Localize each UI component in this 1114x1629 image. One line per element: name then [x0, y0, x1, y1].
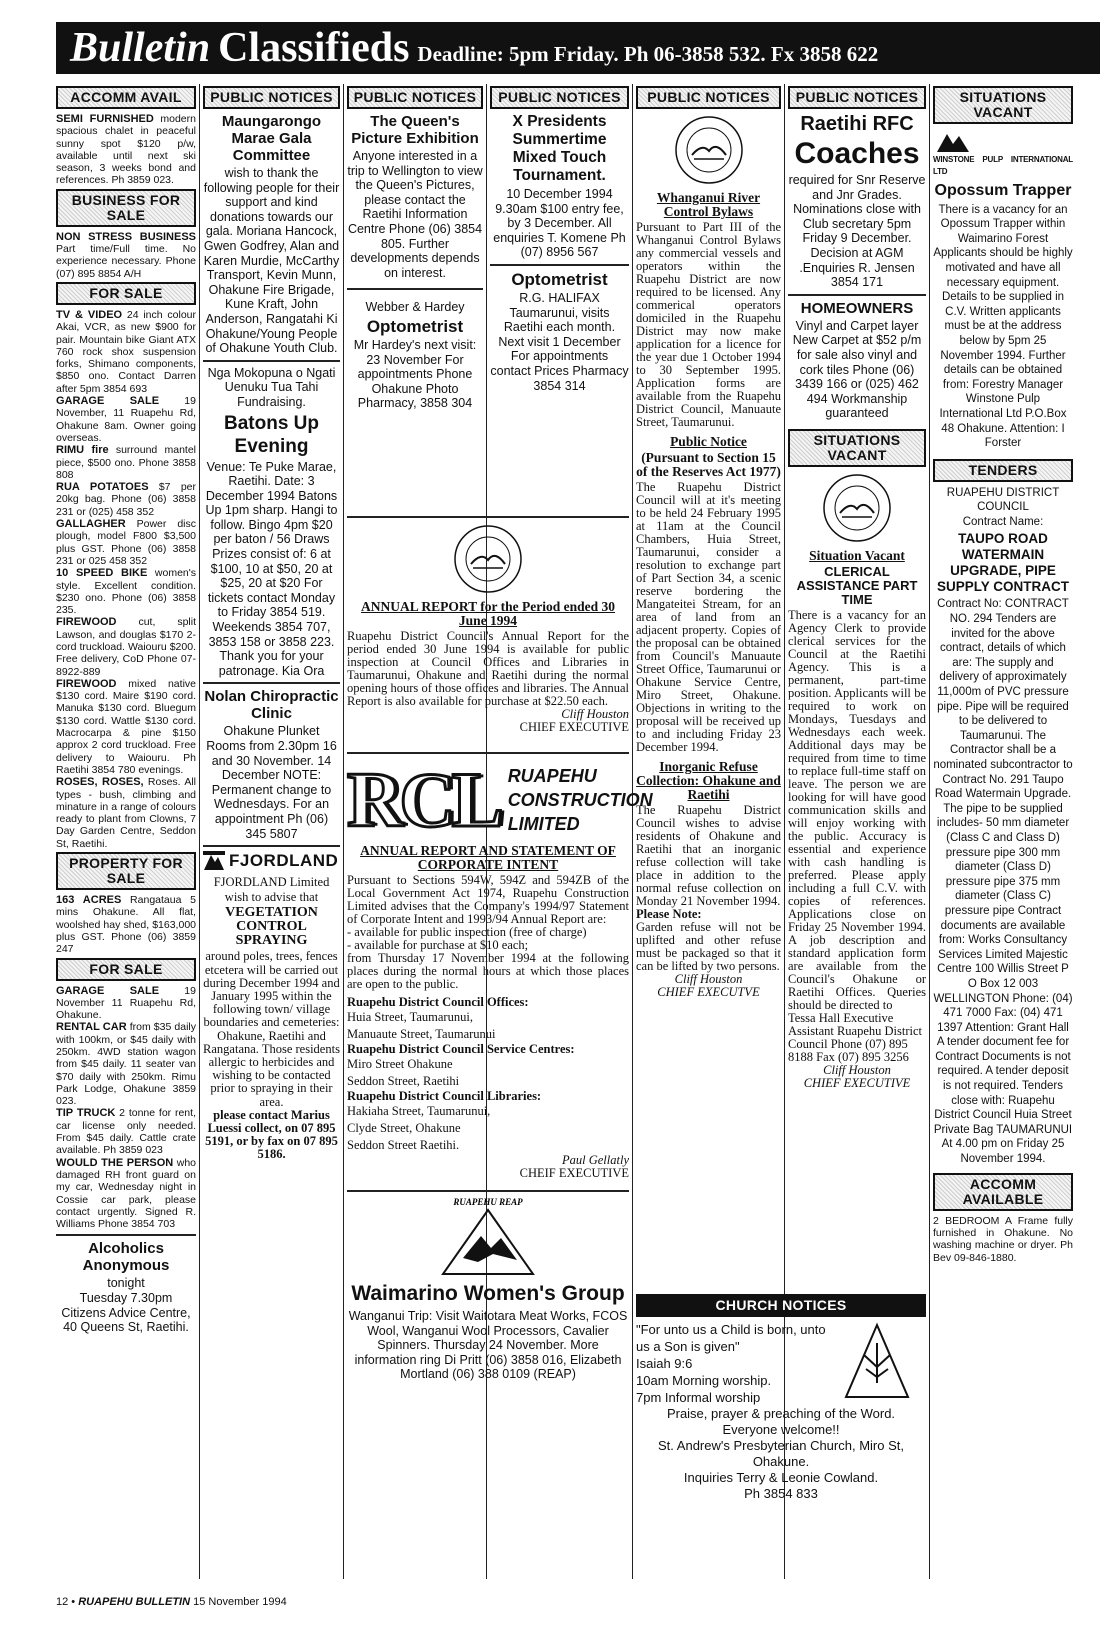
classified-ad [56, 309, 196, 395]
ad-lead: TV & VIDEO [56, 308, 123, 321]
column-3 [347, 84, 483, 504]
ad-lead: GARAGE SALE [56, 984, 160, 997]
divider [347, 288, 483, 290]
ad-text: Part time/Full time. No experience necessary. Phone (07) 895 8854 A/H [56, 243, 196, 280]
section-header-accomm: ACCOMM AVAIL [56, 86, 196, 109]
for-sale-list-2 [56, 985, 196, 1231]
libraries-heading: Ruapehu District Council Libraries: [347, 1089, 542, 1103]
ad-text: 24 inch colour Akai, VCR, as new $900 for pair. Mountain bike Giant ATX 760 rock shox suspension forks, Shimano components, $850 ono. Contact Darren after 5pm 3854 693 [56, 308, 197, 395]
issue-date: 15 November 1994 [193, 1596, 287, 1608]
tender-council: RUAPEHU DISTRICT COUNCIL [946, 486, 1060, 514]
ad-lead: FIREWOOD [56, 616, 117, 629]
optometrist-2-text: R.G. HALIFAX Taumarunui, visits Raetihi each month. Next visit 1 December For appointments contact Prices Pharmacy 3854 314 [490, 290, 629, 393]
church-line: St. Andrew's Presbyterian Church, Miro St, Ohakune. [658, 1438, 904, 1469]
church-ref: Isaiah 9:6 [636, 1356, 693, 1371]
public-notice-text: The Ruapehu District Council will at it's meeting to be held 24 February 1995 at 11am at the Council Chambers, Huia Street, Taumarunui, consider a resolution to exchange part of Part Section 34, a scenic reserve bordering the Mangateitei Stream, for an area of land from an adjacent property. Copies of the proposal can be obtained from Council's Manuaute Street Office, Taumarunui or Ohakune Service Centre, Miro Street, Ohakune. Objections in writing to the proposal will be received up to and including Friday 23 December 1994. [636, 480, 781, 754]
church-body [636, 1321, 926, 1406]
church-text-col [636, 1321, 836, 1406]
touch-text: 10 December 1994 9.30am $100 entry fee, by 3 December. All enquiries T. Komene Ph (07) 8956 567 [493, 187, 626, 260]
rcl-name: RUAPEHU CONSTRUCTION LIMITED [507, 766, 653, 834]
aa-title: Alcoholics Anonymous [82, 1240, 170, 1275]
refuse-note-heading: Please Note: [636, 907, 702, 921]
aa-line: Citizens Advice Centre, [61, 1305, 191, 1320]
tender-text: Contract No: CONTRACT NO. 294 Tenders are invited for the above contract, details of which are: The supply and delivery of approximately 11,000m of PVC pressure pipe. Pipe will be required to be delivered to Taumarunui. The Contractor shall be a nominated subcontractor to Contract No. 291 Taupo Road Watermain Upgrade. The pipe to be supplied includes- 50 mm diameter (Class C and Class D) pressure pipe 300 mm diameter (Class D) pressure pipe 375 mm diameter (Class C) pressure pipe Contract documents are available from: Works Consultancy Services Limited Majestic Centre 100 Willis Street P O Box 12 003 WELLINGTON Phone: (04) 471 7000 Fax: (04) 471 1397 Attention: Grant Hall A tender document fee for Contract Documents is not required. A tender deposit is not required. Tenders close with: Ruapehu District Council Huia Street Private Bag TAUMARUNUI At 4.00 pm on Friday 25 November 1994. [933, 598, 1073, 1166]
divider [347, 516, 629, 518]
opossum-title: Opossum Trapper [934, 181, 1072, 199]
library-line: Clyde Street, Ohakune [347, 1121, 461, 1135]
situation-vacant-contact: Tessa Hall Executive Assistant Ruapehu District Council Phone (07) 895 8188 Fax (07) 895 3256 [788, 1010, 923, 1064]
opossum-text: There is a vacancy for an Opossum Trapper within Waimarino Forest Applicants should be highly motivated and have all necessary equipment. Details to be supplied in C.V. Written applicants must be at the address below by 5pm 25 November 1994. Further details can be obtained from: Forestry Manager Winstone Pulp International Ltd P.O.Box 48 Ohakune. Attention: I Forster [933, 203, 1073, 450]
ad-text: who damaged RH front guard on my car, Wednesday night in Cossie car park, please contact urgently. Signed R. Williams Phone 3854 703 [56, 1156, 196, 1231]
situation-vacant-text: There is a vacancy for an Agency Clerk to provide clerical services for the Council at the Raetihi Agency. This is a permanent, part-time position. Applicants will be required to work on Mondays, Tuesdays and Wednesdays each week. Additional days may be required from time to time to replace full-time staff on leave. The person we are looking for will have good communication skills and will enjoy working with the public. Accuracy is essential and experience with cash handling is preferred. Please apply including a full C.V. with copies of references. Applications close on Friday 25 November 1994. A job description and standard application form are available from the Council's Ohakune or Raetihi Offices. Queries should be directed to [788, 607, 926, 1012]
office-line: Huia Street, Taumarunui, [347, 1010, 473, 1024]
church-emblem-icon [842, 1321, 912, 1401]
queen-title: The Queen's Picture Exhibition [351, 113, 479, 147]
section-header-tenders: TENDERS [933, 459, 1073, 482]
optometrist-title: Optometrist [366, 316, 464, 336]
ad-text: Power disc plough, model F800 $3,500 plus GST. Phone (06) 3858 231 or 025 458 352 [56, 518, 196, 567]
marae-text: wish to thank the following people for their support and kind donations towards our gala. Moriana Hancock, Gwen Godfrey, Alan and Karen Murdie, McCarthy Transport, Kevin Munn, Ohakune Fire Brigade, Kune Kraft, John Anderson, Rangatahi Ki Ohakune/Young People of Ohakune Youth Club. [203, 166, 340, 356]
tender-title: TAUPO ROAD WATERMAIN UPGRADE, PIPE SUPPLY CONTRACT [936, 531, 1070, 595]
batons-title: Batons Up Evening [224, 412, 319, 457]
homeowners-text: Vinyl and Carpet layer New Carpet at $52 p/m for sale also vinyl and cork tiles Phone (06) 3439 166 or (025) 462 494 Workmanship guaranteed [792, 318, 922, 421]
section-header-for-sale: FOR SALE [56, 282, 196, 305]
queen-text: Anyone interested in a trip to Wellington to view the Queen's Pictures, please contact the Raetihi Information Centre Phone (06) 3854 805. Further developments depends on interest. [347, 149, 483, 280]
service-line: Miro Street Ohakune [347, 1057, 453, 1071]
column-1 [56, 84, 196, 1584]
classified-ad [56, 894, 196, 955]
nolan-text: Ohakune Plunket Rooms from 2.30pm 16 and 30 November. 14 December NOTE: Permanent change to Wednesdays. For an appointment Ph (06) 345 5807 [206, 724, 337, 841]
divider [788, 294, 926, 296]
signature-name: Cliff Houston [561, 707, 629, 721]
refuse-title: Inorganic Refuse Collection: Ohakune and Raetihi [636, 759, 781, 802]
fjord-heading: VEGETATION CONTROL SPRAYING [225, 905, 318, 949]
homeowners-title: HOMEOWNERS [800, 299, 914, 317]
ad-lead: GARAGE SALE [56, 395, 160, 408]
column-rule [199, 84, 200, 1579]
ad-lead: RIMU fire [56, 444, 109, 457]
signature-name: Cliff Houston [823, 1062, 891, 1077]
section-header-property: PROPERTY FOR SALE [56, 852, 196, 890]
classified-ad [56, 231, 196, 280]
refuse-note: Garden refuse will not be uplifted and other refuse must be packaged so that it can be lifted by two persons. [636, 920, 781, 973]
ad-lead: NON STRESS BUSINESS [56, 230, 196, 243]
masthead-classifieds: Classifieds [218, 25, 410, 71]
classified-ad [56, 1157, 196, 1231]
classified-ad [56, 616, 196, 677]
fjord-intro: FJORDLAND Limited wish to advise that [213, 875, 330, 904]
church-line: Ph 3854 833 [744, 1486, 818, 1501]
column-rule [343, 84, 344, 1579]
rcl-signature-name: Paul Gellatly [562, 1153, 629, 1167]
ad-lead: RUA POTATOES [56, 481, 149, 494]
ad-lead: SEMI FURNISHED [56, 113, 154, 125]
rcl-title: ANNUAL REPORT AND STATEMENT OF CORPORATE INTENT [360, 843, 616, 872]
tender-contract-name-label: Contract Name: [962, 515, 1044, 528]
service-centres-heading: Ruapehu District Council Service Centres: [347, 1042, 575, 1056]
section-header-situations: SITUATIONS VACANT [788, 429, 926, 467]
column-4 [490, 84, 629, 504]
classified-ad [56, 776, 196, 850]
ad-lead: RENTAL CAR [56, 1021, 127, 1034]
ad-lead: GALLAGHER [56, 518, 126, 531]
batons-intro: Nga Mokopuna o Ngati Uenuku Tua Tahi Fundraising. [207, 365, 336, 409]
church-line: 7pm Informal worship [636, 1390, 761, 1405]
section-header-accomm-available: ACCOMM AVAILABLE [933, 1173, 1073, 1211]
middle-wide-block [347, 542, 653, 1592]
batons-text: Venue: Te Puke Marae, Raetihi. Date: 3 December 1994 Batons Up 1pm sharp. Hangi to follow. Bingo 4pm $20 per baton / 56 Draws Prizes consist of: 6 at $100, 10 at $50, 20 at $25, 20 at $20 For tickets contact Monday to Friday 3854 519. Weekends 3854 707, 3853 158 or 3858 223. Thank you for your patronage. Kia Ora [205, 459, 338, 678]
divider [347, 752, 629, 754]
section-header-public-notices: PUBLIC NOTICES [203, 86, 340, 109]
ad-text: women's style. Excellent condition. $230 ono. Phone (06) 3858 235. [56, 567, 196, 617]
annual-report-title: ANNUAL REPORT for the Period ended 30 June 1994 [360, 599, 616, 628]
column-6 [788, 84, 926, 1304]
church-line: Inquiries Terry & Leonie Cowland. [683, 1470, 879, 1485]
church-line: Praise, prayer & preaching of the Word. [666, 1406, 896, 1421]
ad-lead: 163 ACRES [56, 894, 122, 907]
reap-logo-icon [433, 1196, 543, 1276]
divider [203, 682, 340, 684]
classified-ad [56, 1021, 196, 1107]
optometrist-text: Mr Hardey's next visit: 23 November For appointments Phone Ohakune Photo Pharmacy, 3858 304 [353, 337, 477, 411]
webber-name: Webber & Hardey [365, 300, 465, 315]
ad-text: modern spacious chalet in peaceful sunny spot $120 p/w, available until next ski season, 3 weeks bond and references. Ph 3859 023. [56, 113, 196, 187]
rfc-text: required for Snr Reserve and Jnr Grades. Nominations close with Club secretary 5pm Friday 9 December. Decision at AGM .Enquiries R. Jensen 3854 171 [788, 173, 926, 290]
church-quote: "For unto us a Child is born, unto us a Son is given" [636, 1322, 826, 1354]
fjordland-logo [203, 851, 340, 871]
winstone-pulp-logo-icon [935, 128, 971, 154]
bylaw-text: Pursuant to Part III of the Whanganui Control Bylaws any commercial vessels and operators within the Ruapehu District are now required to be licensed. Any commerical operators domiciled in the Ruapehu District may now make application for a licence for the year due 1 October 1994 to 30 September 1995. Application forms are available from the Ruapehu District Council, Manuaute Street, Taumarunui. [636, 220, 781, 429]
fjord-text: around poles, trees, fences etcetera will be carried out during December 1994 and January 1995 within the following town/ village boundaries and cemeteries: Ohakune, Raetihi and Rangatana. Those residents allergic to herbicides and wishing to be contacted prior to spraying in their area. [203, 949, 340, 1109]
ad-lead: WOULD THE PERSON [56, 1156, 174, 1169]
accomm-ad: 2 BEDROOM A Frame fully furnished in Ohakune. No washing machine or dryer. Ph Bev 09-846-1880. [933, 1214, 1073, 1264]
ad-text: surround mantel piece, $500 ono. Phone 3858 808 [56, 444, 196, 481]
ad-lead: ROSES, ROSES, [56, 776, 144, 789]
bylaw-title: Whanganui River Control Bylaws [656, 190, 761, 219]
rcl-mark: RCL [347, 756, 500, 843]
section-header-public-notices: PUBLIC NOTICES [490, 86, 629, 109]
council-seal-icon [822, 473, 892, 543]
rcl-logo [347, 756, 653, 843]
masthead-banner [56, 22, 1100, 74]
signature-title: CHIEF EXECUTVE [657, 985, 760, 999]
fjordland-emblem-icon [203, 851, 225, 871]
rfc-title: Raetihi RFC [800, 113, 914, 135]
winstone-logo-text: WINSTONE PULP INTERNATIONAL LTD [933, 155, 1073, 177]
classified-ad [56, 518, 196, 567]
fjord-contact: please contact Marius Luessi collect, on 07 895 5191, or by fax on 07 895 5186. [205, 1107, 338, 1162]
situation-vacant-title: Situation Vacant [809, 547, 905, 563]
page-number: 12 • [56, 1596, 76, 1608]
ad-text: 2 tonne for rent, car license only needed. From $45 daily. Cattle crate available. Ph 3859 023 [56, 1107, 196, 1157]
page-footer [56, 1596, 287, 1608]
ad-lead: 10 SPEED BIKE [56, 567, 148, 580]
library-line: Hakiaha Street, Taumarunui, [347, 1104, 491, 1118]
waimarino-title: Waimarino Women's Group [351, 1282, 625, 1305]
divider [56, 1234, 196, 1236]
marae-title: Maungarongo Marae Gala Committee [221, 113, 322, 164]
ad-text: from $35 daily with 100km, or $45 daily with 250km. 4WD station wagon from $45 daily. 11 seater van $70 daily with 250km. Rimu Park Lodge, Ohakune 3859 023. [56, 1021, 196, 1108]
rcl-signature-title: CHEIF EXECUTIVE [519, 1166, 629, 1180]
service-line: Seddon Street, Raetihi [347, 1074, 460, 1088]
column-7 [933, 84, 1073, 1584]
ad-text: $7 per 20kg bag. Phone (06) 3858 231 or (025) 458 352 [56, 481, 196, 518]
reap-logo-text: RUAPEHU REAP [453, 1197, 523, 1207]
divider [347, 1190, 629, 1192]
rcl-from: from Thursday 17 November 1994 at the following places during the normal hours at which those places are open to the public. [347, 951, 629, 991]
section-header-public-notices: PUBLIC NOTICES [788, 86, 926, 109]
masthead-deadline: Deadline: 5pm Friday. Ph 06-3858 532. Fx 3858 622 [417, 42, 879, 66]
signature-title: CHIEF EXECUTIVE [803, 1075, 911, 1090]
library-line: Seddon Street Raetihi. [347, 1138, 460, 1152]
annual-report-text: Ruapehu District Council's Annual Report for the period ended 30 June 1994 is available for public inspection at Council Offices and Libraries in Taumarunui, Ohakune and Raetihi during the normal opening hours of those offices and libraries. The Annual Report is also available for purchase at $22.50 each. [347, 629, 629, 708]
section-header-situations: SITUATIONS VACANT [933, 86, 1073, 124]
classified-ad [56, 481, 196, 518]
classified-ad [56, 113, 196, 187]
section-header-business: BUSINESS FOR SALE [56, 189, 196, 227]
ad-text: mixed native $130 cord. Maire $190 cord. Manuka $130 cord. Bluegum $130 cord. Wattle $130 cord. Macrocarpa & pine $150 approx 2 cord truckload. Free delivery to Waiouru. Ph Raetihi 3854 780 evenings. [56, 677, 196, 776]
ad-text: Roses. All types - bush, climbing and minature in a range of colours ready to plant from Clowns, 7 Day Garden Centre, Seddon St, Raetihi. [56, 776, 196, 850]
signature-name: Cliff Houston [674, 972, 743, 986]
ad-text: 19 November 11 Ruapehu Rd, Ohakune. [56, 984, 196, 1022]
rfc-coaches: Coaches [794, 137, 920, 170]
offices-heading: Ruapehu District Council Offices: [347, 995, 529, 1009]
classified-ad [56, 567, 196, 616]
fjordland-logo-text: FJORDLAND [229, 851, 339, 871]
column-rule [929, 84, 930, 1579]
classified-ad [56, 985, 196, 1022]
classified-ad [56, 1107, 196, 1156]
church-notices-block [636, 1292, 926, 1584]
situation-vacant-sub: CLERICAL ASSISTANCE PART TIME [796, 563, 918, 607]
rcl-bullet: - available for public inspection (free of charge) [347, 925, 587, 939]
public-notice-sub: (Pursuant to Section 15 of the Reserves Act 1977) [636, 450, 781, 479]
ad-lead: TIP TRUCK [56, 1107, 116, 1120]
public-notice-title: Public Notice [670, 434, 747, 449]
nolan-title: Nolan Chiropractic Clinic [204, 688, 339, 723]
refuse-text: The Ruapehu District Council wishes to advise residents of Ohakune and Raetihi that an inorganic refuse collection will take place in addition to the normal refuse collection on Monday 21 November 1994. [636, 803, 781, 908]
section-header-public-notices: PUBLIC NOTICES [636, 86, 781, 109]
signature-title: CHIEF EXECUTIVE [519, 720, 629, 734]
council-seal-icon [674, 115, 744, 185]
aa-line: 40 Queens St, Raetihi. [63, 1320, 189, 1335]
rcl-text: Pursuant to Sections 594W, 594Z and 594ZB of the Local Government Act 1974, Ruapehu Construction Limited advises that the Company's 1994/97 Statement of Corporate Intent and 1993/94 Annual Report are: [347, 873, 629, 926]
for-sale-list [56, 309, 196, 850]
church-line: 10am Morning worship. [636, 1373, 772, 1388]
section-header-for-sale-2: FOR SALE [56, 958, 196, 981]
ad-lead: FIREWOOD [56, 677, 117, 690]
divider [203, 360, 340, 362]
ad-text: Rangataua 5 mins Ohakune. All flat, woolshed hay shed, $163,000 plus GST. Phone (06) 3859 247 [56, 894, 196, 956]
column-5 [636, 84, 781, 1304]
ad-text: cut, split Lawson, and douglas $170 2-cord truckload. Waiouru $200. Free delivery, CoD Phone 07-8922-889 [56, 616, 196, 678]
classified-ad [56, 678, 196, 776]
rcl-bullet: - available for purchase at $10 each; [347, 938, 529, 952]
classifieds-page [56, 22, 1100, 1612]
masthead-bulletin: Bulletin [70, 25, 211, 71]
divider [490, 264, 629, 266]
council-seal-icon [453, 524, 523, 594]
classified-ad [56, 395, 196, 444]
ad-text: 19 November, 11 Ruapehu Rd, Ohakune 8am. Owner going overseas. [56, 395, 196, 444]
office-line: Manuaute Street, Taumarunui [347, 1027, 496, 1041]
divider [203, 845, 340, 847]
column-2 [203, 84, 340, 1584]
waimarino-text: Wanganui Trip: Visit Waitotara Meat Works, FCOS Wool, Wanganui Wool Processors, Cavalier Spinners. Thursday 24 November. More information ring Di Pritt (06) 3858 016, Elizabeth Mortland (06) 388 0109 (REAP) [348, 1309, 628, 1382]
touch-title: X Presidents Summertime Mixed Touch Tournament. [512, 113, 607, 184]
section-header-public-notices: PUBLIC NOTICES [347, 86, 483, 109]
church-line: Everyone welcome!! [722, 1422, 840, 1437]
aa-line: Tuesday 7.30pm [79, 1291, 173, 1306]
aa-line: tonight [107, 1276, 145, 1291]
optometrist-2-title: Optometrist [511, 269, 608, 289]
publication-name: RUAPEHU BULLETIN [78, 1596, 191, 1608]
classified-ad [56, 444, 196, 481]
section-header-church: CHURCH NOTICES [636, 1294, 926, 1317]
